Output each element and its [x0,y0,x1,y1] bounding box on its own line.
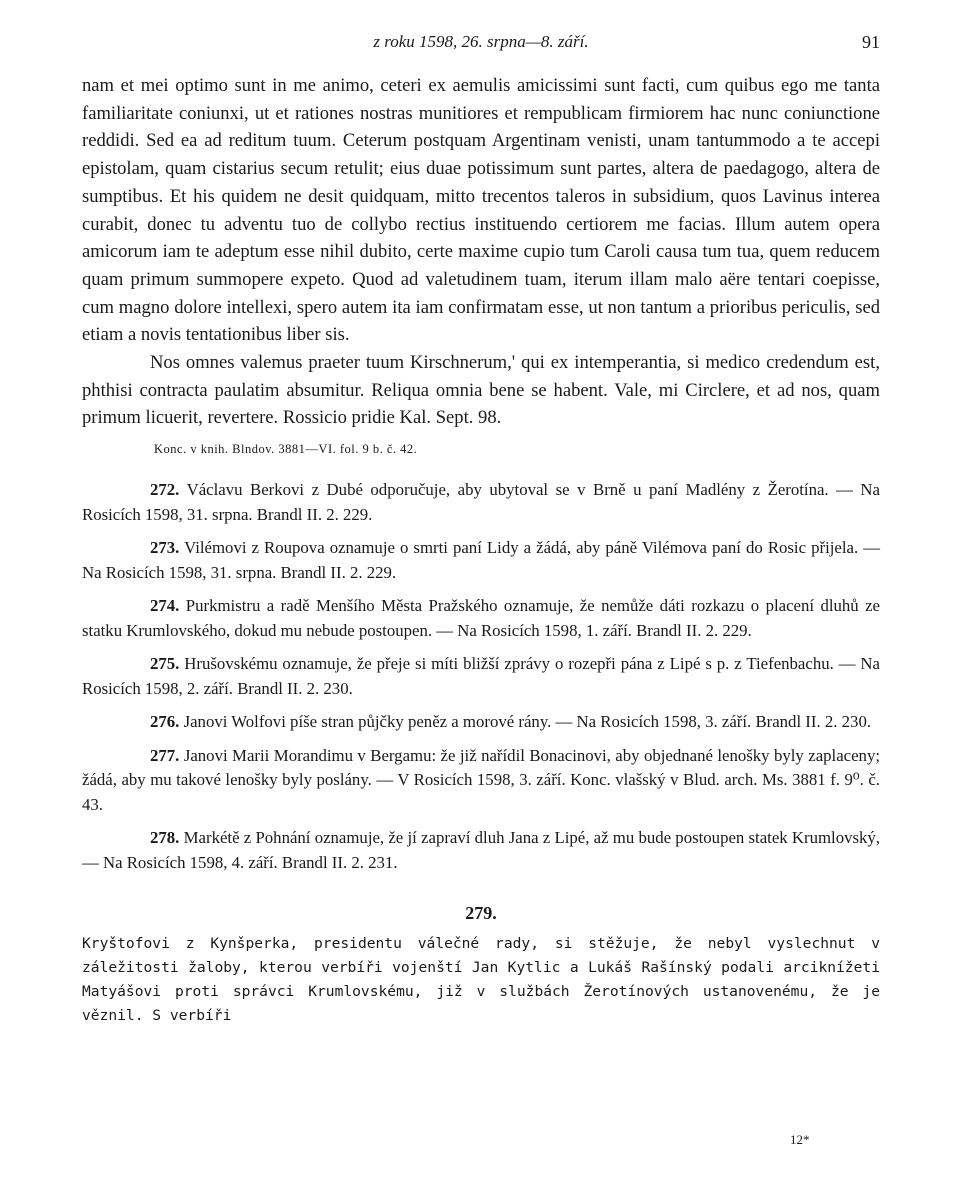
document-number: 279. [465,903,497,924]
regest-text: Purkmistru a radě Menšího Města Pražského oznamuje, že nemůže dáti rozkazu o placení dluhů ze statku Krumlovského, dokud mu nebude postoupen. — Na Rosicích 1598, 1. září. Brandl II. 2. 229. [82,596,880,640]
running-head: z roku 1598, 26. srpna—8. září. [373,32,589,51]
book-page [82,30,880,1028]
regest-entry [82,536,880,585]
regest-entry [82,826,880,875]
regest-entry [82,594,880,643]
regest-text: Hrušovskému oznamuje, že přeje si míti bližší zprávy o rozepři pána z Lipé s p. z Tiefenbachu. — Na Rosicích 1598, 2. září. Brandl II. 2. 230. [82,654,880,698]
regest-entry [82,744,880,818]
regest-number: 276. [150,712,180,732]
regest-text: Václavu Berkovi z Dubé odporučuje, aby ubytoval se v Brně u paní Madlény z Žerotína. — Na Rosicích 1598, 31. srpna. Brandl II. 2. 229. [82,480,880,524]
latin-paragraph: Nos omnes valemus praeter tuum Kirschnerum,' qui ex intemperantia, si medico credendum est, phthisi contracta paulatim absumitur. Reliqua omnia bene se habent. Vale, mi Circlere, et ad nos, quam primum licuerit, revertere. Rossicio pridie Kal. Sept. 98. [82,352,880,429]
latin-paragraph: nam et mei optimo sunt in me animo, ceteri ex aemulis amicissimi sunt facti, cum quibus ego me tanta familiaritate coniunxi, ut et rationes nostras munitiores et rempublicam firmiorem hac nunc coniunctione reddidi. Sed ea ad reditum tuum. Ceterum postquam Argentinam venisti, unam tantummodo a te accepi epistolam, quam cistarius secum retulit; eius duae potissimum sunt partes, altera de paedagogo, altera de sumptibus. Et his quidem ne desit quidquam, mitto trecentos taleros in subsidium, quos Lavinus interea curabit, donec tu adventu tuo de collybo rectius instituendo certiorem me facias. Illum autem opera amicorum iam te adeptum esse nihil dubito, certe maxime cupio tum Caroli causa tum tua, quem reducem quam primum summopere expeto. Quod ad valetudinem tuam, iterum illam malo aëre tentari coepisse, cum magno dolore intellexi, spero autem ita iam confirmatam esse, ut non tantum a prioribus periculis, sed etiam a novis tentationibus liber sis. [82,75,880,346]
latin-letter-text [82,72,880,432]
signature-mark: 12* [790,1132,810,1147]
regest-list [82,478,880,875]
page-header [82,30,880,58]
regest-number: 272. [150,480,180,500]
regest-text: Janovi Wolfovi píše stran půjčky peněz a morové rány. — Na Rosicích 1598, 3. září. Brandl II. 2. 230. [183,712,872,732]
regest-entry [82,478,880,527]
page-number: 91 [862,32,880,52]
regest-text: Janovi Marii Morandimu v Bergamu: že již nařídil Bonacinovi, aby objednané lenošky byly zaplaceny; žádá, aby mu takové lenošky byly poslány. — V Rosicích 1598, 3. září. Konc. vlašský v Blud. arch. Ms. 3881 f. 9⁰. č. 43. [82,745,880,814]
regest-entry [82,652,880,701]
regest-number: 274. [150,596,180,616]
regest-number: 273. [150,538,180,558]
source-note: Konc. v knih. Blndov. 3881—VI. fol. 9 b. č. 42. [154,442,418,457]
regest-text: Vilémovi z Roupova oznamuje o smrti paní Lidy a žádá, aby páně Vilémova paní do Rosic přijela. — Na Rosicích 1598, 31. srpna. Brandl II. 2. 229. [82,538,880,582]
regest-entry [82,710,880,735]
document-heading: Kryštofovi z Kynšperka, presidentu válečné rady, si stěžuje, že nebyl vyslechnut v záležitosti žaloby, kterou verbíři vojenští Jan Kytlic a Lukáš Rašínský podali arciknížeti Matyášovi proti správci Krumlovskému, již v službách Žerotínových ustanovenému, že je věznil. S verbíři [82,935,880,1025]
regest-text: Markétě z Pohnání oznamuje, že jí zapraví dluh Jana z Lipé, až mu bude postoupen statek Krumlovský, — Na Rosicích 1598, 4. září. Brandl II. 2. 231. [82,828,881,872]
regest-number: 278. [150,828,180,848]
regest-number: 277. [150,745,180,765]
regest-number: 275. [150,654,180,674]
